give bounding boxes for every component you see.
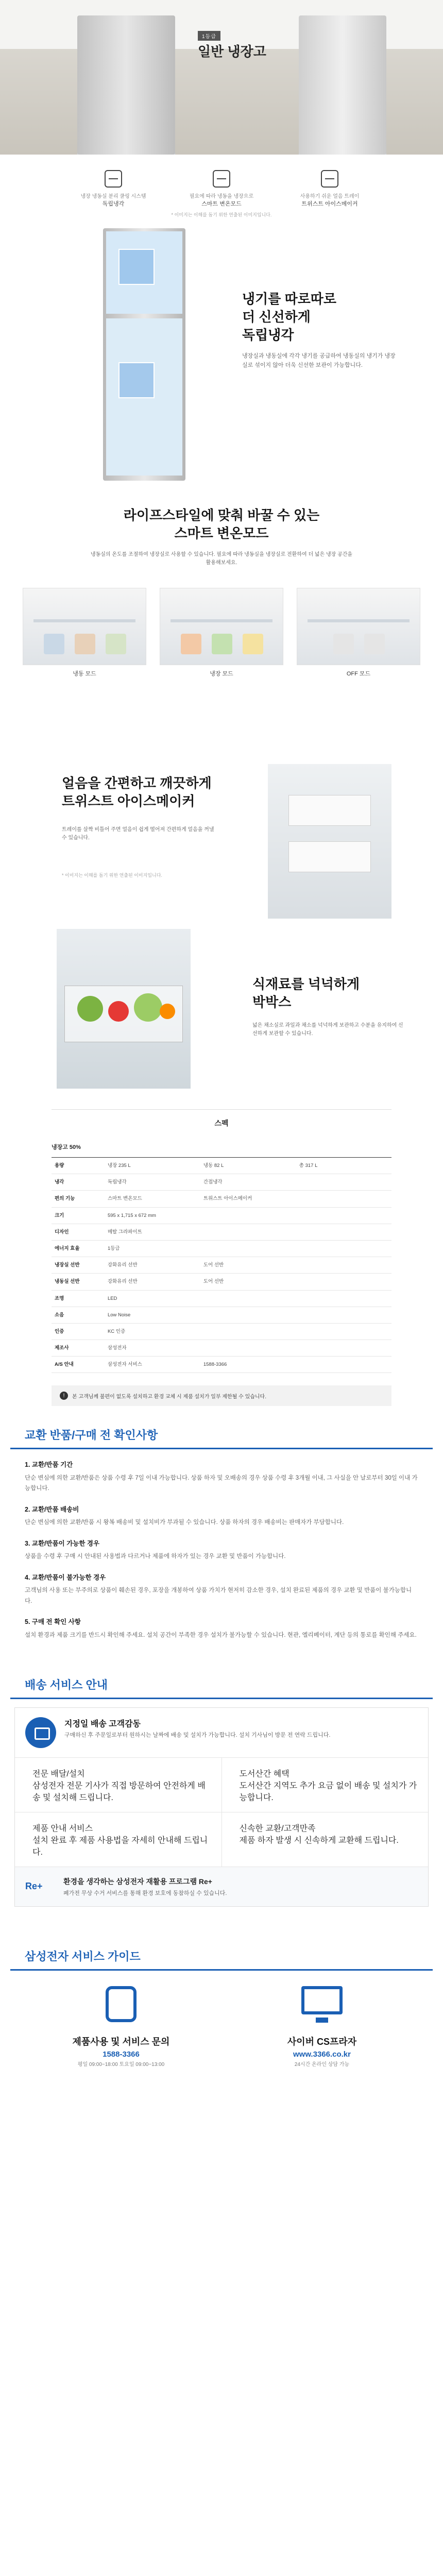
spec-value: 1등급	[105, 1240, 200, 1257]
ice-note: * 이미지는 이해를 돕기 위한 연출된 이미지입니다.	[62, 873, 162, 878]
spec-value	[200, 1207, 296, 1224]
service-web[interactable]: 사이버 CS프라자 www.3366.co.kr 24시간 온라인 상담 가능	[232, 1981, 412, 2069]
spec-key: 용량	[52, 1158, 105, 1174]
spec-value: 간접냉각	[200, 1174, 296, 1191]
spec-value: 트위스트 아이스메이커	[200, 1191, 296, 1207]
exchange-title: 교환 반품/구매 전 확인사항	[10, 1406, 433, 1449]
spec-row	[52, 1174, 391, 1191]
spec-value: 595 x 1,715 x 672 mm	[105, 1207, 200, 1224]
spec-row	[52, 1307, 391, 1323]
feature-label: 냉장 냉동실 분리 쿨링 시스템	[80, 194, 146, 199]
spec-row	[52, 1224, 391, 1240]
spec-key: 조명	[52, 1290, 105, 1307]
spec-value	[296, 1274, 391, 1290]
hero-cabinet-middle	[175, 49, 299, 155]
delivery-cell: 신속한 교환/고객만족 제품 하자 발생 시 신속하게 교환해 드립니다.	[222, 1812, 429, 1867]
exchange-text: 고객님의 사용 또는 부주의로 상품이 훼손된 경우, 포장을 개봉하여 상품 가치가 현저히 감소한 경우, 설치 완료된 제품의 경우 교환 및 반품이 불가능합니다.	[25, 1587, 412, 1604]
mode-label: 냉장 모드	[210, 671, 233, 677]
feature-label: 필요에 따라 냉동을 냉장으로	[189, 194, 254, 199]
spec-value: 냉장 235 L	[105, 1158, 200, 1174]
spec-key: 소음	[52, 1307, 105, 1323]
spec-value	[200, 1340, 296, 1357]
spec-row	[52, 1158, 391, 1174]
mode-off	[297, 588, 420, 677]
spec-row	[52, 1340, 391, 1357]
exchange-text: 상품을 수령 후 구매 시 안내된 사용법과 다르거나 제품에 하자가 있는 경우 교환 및 반품이 가능합니다.	[25, 1553, 286, 1560]
exchange-heading: 1. 교환/반품 기간	[25, 1461, 73, 1469]
hero-title: 일반 냉장고	[198, 44, 266, 59]
spec-value	[200, 1240, 296, 1257]
spec-value	[296, 1307, 391, 1323]
spec-key: 편의 기능	[52, 1191, 105, 1207]
spec-model: 냉장고 50%	[52, 1140, 391, 1158]
veg-section	[0, 924, 443, 1094]
ice-tray-image	[268, 764, 391, 919]
spec-value: 독립냉각	[105, 1174, 200, 1191]
hero-cabinet-right	[386, 49, 443, 155]
energy-badge: 1등급	[198, 31, 220, 41]
spec-value: Low Noise	[105, 1307, 200, 1323]
spec-key: 인증	[52, 1323, 105, 1340]
snowflake-icon	[105, 170, 122, 188]
spec-row	[52, 1257, 391, 1274]
spec-value	[200, 1224, 296, 1240]
spec-value	[296, 1224, 391, 1240]
spec-value	[296, 1207, 391, 1224]
exchange-heading: 3. 교환/반품이 가능한 경우	[25, 1539, 100, 1547]
ice-desc: 트레이를 살짝 비틀어 주면 얼음이 쉽게 떨어져 간편하게 얼음을 꺼낼 수 있습니다.	[62, 827, 214, 841]
service-phone[interactable]: 제품사용 및 서비스 문의 1588-3366 평일 09:00~18:00 토요일 09:00~13:00	[31, 1981, 211, 2069]
spec-value: 강화유리 선반	[105, 1274, 200, 1290]
hero-banner	[0, 0, 443, 155]
spec-value: 1588-3366	[200, 1357, 296, 1373]
spec-value	[200, 1307, 296, 1323]
spec-key: 디자인	[52, 1224, 105, 1240]
exchange-text: 설치 환경과 제품 크기를 반드시 확인해 주세요. 설치 공간이 부족한 경우 설치가 불가능할 수 있습니다. 현관, 엘리베이터, 계단 등의 통로를 확인해 주세요.	[25, 1632, 417, 1638]
spec-row	[52, 1357, 391, 1373]
feature-label: 사용하기 쉬운 얼음 트레이	[300, 194, 360, 199]
phone-icon	[106, 1986, 137, 2022]
spec-value	[200, 1323, 296, 1340]
spec-key: 제조사	[52, 1340, 105, 1357]
exchange-heading: 4. 교환/반품이 불가능한 경우	[25, 1573, 106, 1581]
spec-value	[296, 1290, 391, 1307]
spec-value	[296, 1174, 391, 1191]
feature-title: 독립냉각	[102, 201, 125, 207]
delivery-cell: 도서산간 혜택 도서산간 지역도 추가 요금 없이 배송 및 설치가 가능합니다.	[222, 1758, 429, 1812]
spec-row	[52, 1207, 391, 1224]
thermometer-icon	[213, 170, 230, 188]
spec-value: 총 317 L	[296, 1158, 391, 1174]
spec-value: KC 인증	[105, 1323, 200, 1340]
delivery-box	[14, 1707, 429, 1907]
spec-value: 냉동 82 L	[200, 1158, 296, 1174]
spec-value	[296, 1323, 391, 1340]
exchange-heading: 5. 구매 전 확인 사항	[25, 1618, 81, 1625]
notice-bar	[52, 1385, 391, 1406]
ice-tray-icon	[321, 170, 338, 188]
veg-desc: 넓은 채소실로 과일과 채소를 넉넉하게 보관하고 수분을 유지하여 신선하게 보관할 수 있습니다.	[252, 1023, 403, 1037]
ice-headline: 얼음을 간편하고 깨끗하게 트위스트 아이스메이커	[62, 775, 212, 809]
spec-value	[200, 1290, 296, 1307]
spec-row	[52, 1323, 391, 1340]
delivery-main	[15, 1708, 428, 1758]
delivery-cell: 전문 배달/설치 삼성전자 전문 기사가 직접 방문하여 안전하게 배송 및 설치해 드립니다.	[32, 1769, 206, 1802]
spec-value: 도어 선반	[200, 1274, 296, 1290]
hero-fridge-left	[77, 15, 175, 155]
cooling-section	[0, 218, 443, 486]
exchange-heading: 2. 교환/반품 배송비	[25, 1505, 79, 1513]
spec-row	[52, 1240, 391, 1257]
hero-cabinet-left	[0, 49, 77, 155]
ice-section	[0, 754, 443, 924]
spec-value: 강화유리 선반	[105, 1257, 200, 1274]
delivery-main-title: 지정일 배송 고객감동	[64, 1719, 141, 1728]
cooling-headline: 냉기를 따로따로 더 신선하게 독립냉각	[242, 291, 337, 343]
mode-freeze	[23, 588, 146, 677]
spec-key: 크기	[52, 1207, 105, 1224]
spec-section	[0, 1109, 443, 1373]
features-note: * 이미지는 이해를 돕기 위한 연출된 이미지입니다.	[171, 212, 272, 217]
spec-value	[296, 1240, 391, 1257]
spec-row	[52, 1274, 391, 1290]
spec-row	[52, 1290, 391, 1307]
spec-value: 스마트 변온모드	[105, 1191, 200, 1207]
fridge-cooling-image	[103, 228, 185, 481]
mode-label: OFF 모드	[346, 671, 371, 677]
hero-fridge-right	[299, 15, 386, 155]
mode-label: 냉동 모드	[73, 671, 96, 677]
veg-headline: 식재료를 넉넉하게 박박스	[252, 976, 360, 1010]
mode-gallery	[0, 588, 443, 677]
spec-value	[296, 1191, 391, 1207]
spec-value	[296, 1357, 391, 1373]
cooling-desc: 냉장실과 냉동실에 각각 냉기를 공급하여 냉동실의 냉기가 냉장실로 섞이지 않아 더욱 신선한 보관이 가능합니다.	[242, 353, 396, 368]
delivery-cell: 제품 안내 서비스 설치 완료 후 제품 사용법을 자세히 안내해 드립니다.	[32, 1824, 208, 1857]
delivery-main-desc: 구매하신 후 주문일로부터 원하시는 날짜에 배송 및 설치가 가능합니다. 설치 기사님이 방문 전 연락 드립니다.	[64, 1732, 331, 1738]
spec-title: 스펙	[52, 1109, 391, 1140]
spec-value: 삼성전자	[105, 1340, 200, 1357]
feature-title: 스마트 변온모드	[201, 201, 242, 207]
spec-key: A/S 안내	[52, 1357, 105, 1373]
notice-text: 본 고객님께 불편이 없도록 설치하고 환경 교체 시 제품 설치가 일부 제한될 수 있습니다.	[72, 1394, 266, 1400]
spec-key: 냉동실 선반	[52, 1274, 105, 1290]
convert-headline: 라이프스타일에 맞춰 바꿀 수 있는 스마트 변온모드	[123, 507, 320, 541]
spec-value: 메탈 그라파이트	[105, 1224, 200, 1240]
service-guide	[0, 1927, 443, 2079]
spec-key: 냉각	[52, 1174, 105, 1191]
snowflake-icon	[118, 362, 155, 398]
spec-value: 도어 선반	[200, 1257, 296, 1274]
monitor-icon	[301, 1986, 343, 2014]
mode-fridge	[160, 588, 283, 677]
service-title: 삼성전자 서비스 가이드	[10, 1927, 433, 1971]
spec-row	[52, 1191, 391, 1207]
re-plus-logo: Re+	[25, 1881, 43, 1892]
convert-desc: 냉동실의 온도를 조절하여 냉장실로 사용할 수 있습니다. 필요에 따라 냉동실을 냉장실로 전환하여 더 넓은 냉장 공간을 활용해보세요.	[90, 552, 353, 566]
snowflake-icon	[118, 249, 155, 285]
spec-key: 에너지 효율	[52, 1240, 105, 1257]
spec-value: 삼성전자 서비스	[105, 1357, 200, 1373]
convert-section	[0, 486, 443, 754]
exchange-body	[0, 1449, 443, 1640]
info-icon: !	[60, 1392, 68, 1400]
spec-key: 냉장실 선반	[52, 1257, 105, 1274]
recycle-program: Re+ 환경을 생각하는 삼성전자 재활용 프로그램 Re+ 폐가전 무상 수거 서비스를 통해 환경 보호에 동참하실 수 있습니다.	[15, 1867, 428, 1906]
spec-value	[296, 1257, 391, 1274]
delivery-grid-row-1	[15, 1758, 428, 1812]
spec-table	[52, 1158, 391, 1373]
exchange-text: 단순 변심에 의한 교환/반품은 상품 수령 후 7일 이내 가능합니다. 상품 하자 및 오배송의 경우 상품 수령 후 3개월 이내, 그 사실을 안 날로부터 30일 이내 가능합니다.	[25, 1475, 418, 1492]
feature-title: 트위스트 아이스메이커	[301, 201, 358, 207]
exchange-text: 단순 변심에 의한 교환/반품 시 왕복 배송비 및 설치비가 부과될 수 있습니다. 상품 하자의 경우 배송비는 판매자가 부담합니다.	[25, 1519, 344, 1526]
delivery-title: 배송 서비스 안내	[10, 1656, 433, 1699]
spec-value: LED	[105, 1290, 200, 1307]
veg-box-image	[57, 929, 191, 1089]
calendar-icon	[25, 1717, 56, 1748]
delivery-grid-row-2	[15, 1812, 428, 1867]
spec-value	[296, 1340, 391, 1357]
